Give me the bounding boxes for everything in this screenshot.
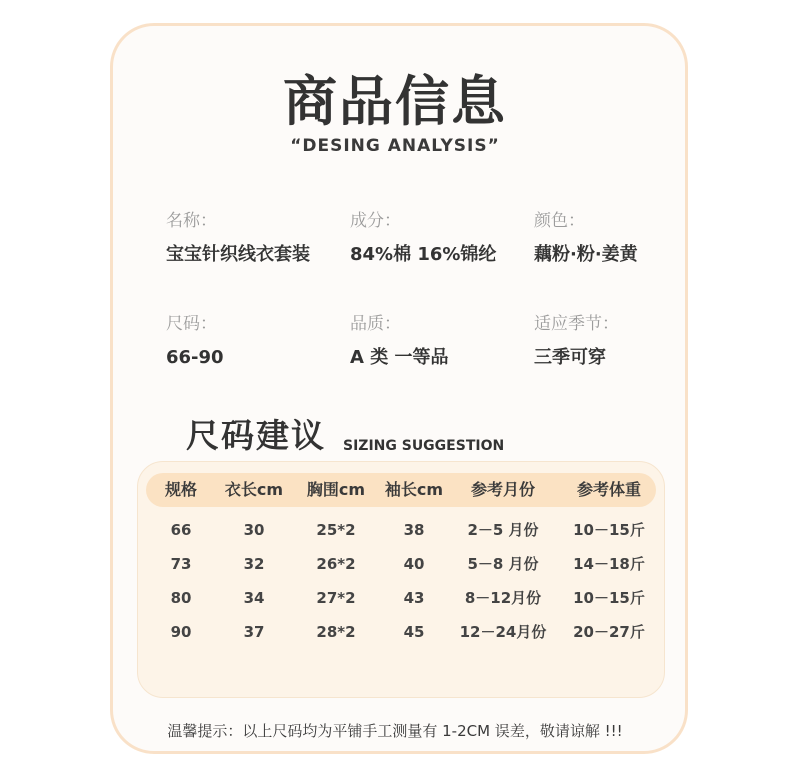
table-cell: 8－12月份 (464, 589, 542, 607)
name-label: 名称： (166, 211, 217, 231)
table-header-col-months: 参考月份 (470, 480, 536, 499)
season-label: 适应季节： (534, 314, 619, 334)
table-cell: 20－27斤 (573, 623, 645, 641)
color-value: 藕粉·粉·姜黄 (534, 244, 638, 265)
table-header-col-spec: 规格 (164, 480, 198, 499)
table-header-col-sleeve: 袖长cm (384, 480, 444, 499)
measurement-note: 温馨提示：以上尺码均为平铺手工测量有 1-2CM 误差，敬请谅解 !!! (167, 722, 623, 740)
table-cell: 27*2 (316, 589, 356, 607)
table-cell: 5－8 月份 (467, 555, 539, 573)
table-cell: 30 (243, 521, 265, 539)
table-cell: 2－5 月份 (467, 521, 539, 539)
table-cell: 90 (170, 623, 192, 641)
quality-value: A 类 一等品 (350, 347, 449, 368)
sizing-subtitle: SIZING SUGGESTION (343, 438, 505, 454)
table-cell: 38 (403, 521, 425, 539)
table-cell: 14－18斤 (573, 555, 645, 573)
sizing-title: 尺码建议 (186, 416, 326, 455)
composition-value: 84%棉 16%锦纶 (350, 244, 497, 265)
size-label: 尺码： (166, 314, 217, 334)
color-label: 颜色： (534, 211, 585, 231)
table-cell: 26*2 (316, 555, 356, 573)
table-header-col-chest: 胸围cm (306, 480, 366, 499)
table-cell: 32 (243, 555, 265, 573)
table-cell: 73 (170, 555, 192, 573)
table-cell: 10－15斤 (573, 589, 645, 607)
name-value: 宝宝针织线衣套装 (166, 244, 310, 265)
size-value: 66-90 (166, 347, 224, 368)
table-cell: 28*2 (316, 623, 356, 641)
table-cell: 45 (403, 623, 425, 641)
quality-label: 品质： (350, 314, 401, 334)
table-cell: 80 (170, 589, 192, 607)
table-cell: 10－15斤 (573, 521, 645, 539)
page-title: 商品信息 (283, 70, 507, 133)
composition-label: 成分： (350, 211, 401, 231)
table-cell: 34 (243, 589, 265, 607)
season-value: 三季可穿 (534, 347, 606, 368)
table-cell: 43 (403, 589, 425, 607)
page-subtitle: “DESING ANALYSIS” (290, 136, 500, 156)
table-cell: 40 (403, 555, 425, 573)
table-header-col-length: 衣长cm (224, 480, 284, 499)
table-cell: 37 (243, 623, 265, 641)
table-cell: 66 (170, 521, 192, 539)
table-cell: 25*2 (316, 521, 356, 539)
table-header-col-weight: 参考体重 (576, 480, 642, 499)
table-cell: 12－24月份 (459, 623, 547, 641)
